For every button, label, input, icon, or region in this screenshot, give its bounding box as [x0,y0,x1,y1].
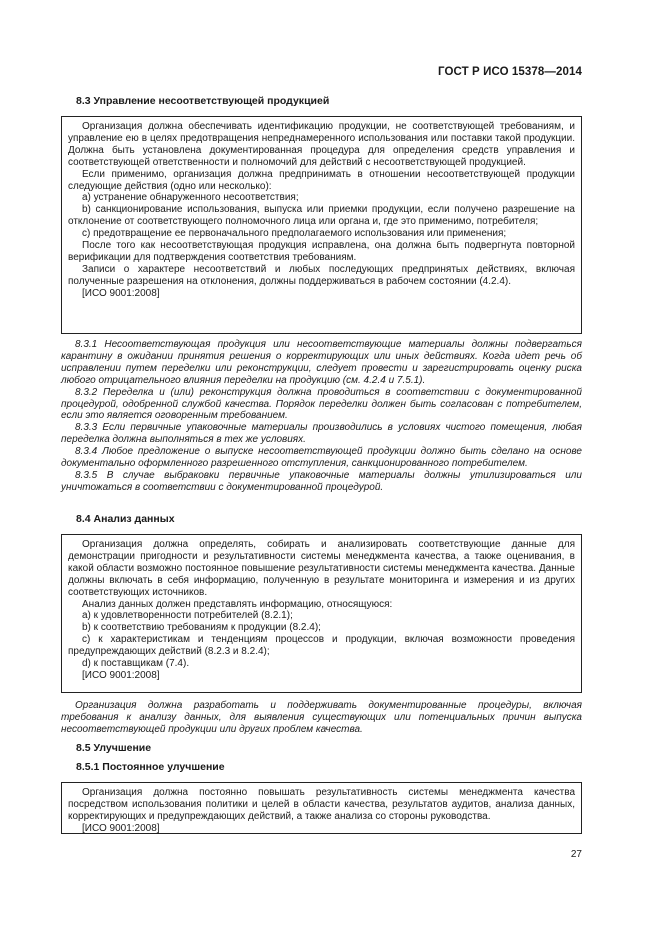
box-list-item: с) предотвращение ее первоначального предполагаемого использования или применения; [82,228,507,240]
box-paragraph: Организация должна обеспечивать идентификацию продукции, не соответствующей требованиям, и управление ею в целях предотвращения непреднамеренного использования или поставки такой продукции. Должна быть установлена документированная процедура для определения средств управления и соответствующей ответственности и полномочий для действий с несоответствующей продукцией. [68,121,575,168]
box-list-item: а) к удовлетворенности потребителей (8.2.1); [82,610,293,622]
box-reference: [ИСО 9001:2008] [82,669,160,681]
note-8-3-3: 8.3.3 Если первичные упаковочные материалы производились в условиях чистого помещения, любая переделка должна выполняться в тех же условиях. [61,422,582,446]
section-title-8-3: 8.3 Управление несоответствующей продукцией [76,95,330,107]
note-8-4 [61,700,582,736]
document-header: ГОСТ Р ИСО 15378—2014 [437,66,582,78]
section-title-8-4: 8.4 Анализ данных [76,513,175,525]
box-paragraph: Организация должна определять, собирать и анализировать соответствующие данные для демонстрации пригодности и результативности системы менеджмента качества, а также оценивания, в какой области возможно постоянное повышение результативности системы менеджмента качества. Данные должны включать в себя информацию, полученную в результате мониторинга и измерения и из других соответствующих источников. [68,539,575,598]
box-paragraph: Организация должна постоянно повышать результативность системы менеджмента качества посредством использования политики и целей в области качества, результатов аудитов, анализа данных, корректирующих и предупреждающих действий, а также анализа со стороны руководства. [68,787,575,822]
note-8-3-1: 8.3.1 Несоответствующая продукция или несоответствующие материалы должны подвергаться карантину в ожидании принятия решения о корректирующих или иных действиях. Когда идет речь об исправлении путем переделки или реконструкции, следует провести и зарегистрировать оценку риска любого отрицательного влияния переделки на продукцию (см. 4.2.4 и 7.5.1). [61,339,582,386]
box-reference: [ИСО 9001:2008] [82,287,160,299]
box-list-item: d) к поставщикам (7.4). [82,658,190,670]
box-paragraph: После того как несоответствующая продукция исправлена, она должна быть подвергнута повторной верификации для подтверждения соответствия требованиям. [68,240,575,263]
note-8-3-4: 8.3.4 Любое предложение о выпуске несоответствующей продукции должно быть сделано на основе документально оформленного разрешенного отступления, санкционированного потребителем. [61,446,582,470]
page-number: 27 [570,849,582,860]
box-reference: [ИСО 9001:2008] [82,822,160,834]
box-paragraph: Если применимо, организация должна предпринимать в отношении несоответствующей продукции следующие действия (одно или несколько): [68,168,575,192]
note-8-3-2: 8.3.2 Переделка и (или) реконструкция должна проводиться в соответствии с документированной процедурой, одобренной службой качества. Порядок переделки должен быть согласован с потребителем, если это является оговоренным требованием. [61,386,582,422]
box-paragraph: Записи о характере несоответствий и любых последующих предпринятых действиях, включая полученные разрешения на отклонения, должны поддерживаться в рабочем состоянии (4.2.4). [68,263,575,287]
section-title-8-5: 8.5 Улучшение [76,742,152,754]
box-list-item: b) к соответствию требованиям к продукции (8.2.4); [82,622,321,634]
box-list-item: а) устранение обнаруженного несоответствия; [82,192,299,204]
box-list-item: b) санкционирование использования, выпуска или приемки продукции, если получено разрешение на отклонение от соответствующего полномочного лица или органа и, где это применимо, потребителя; [68,204,575,228]
box-paragraph: Анализ данных должен представлять информацию, относящуюся: [82,598,393,610]
notes-8-3 [61,339,582,494]
quote-box-8-3 [61,116,582,334]
note-8-3-5: 8.3.5 В случае выбраковки первичные упаковочные материалы должны утилизироваться или уничтожаться в соответствии с документированной процедурой. [61,469,582,493]
note-paragraph: Организация должна разработать и поддерживать документированные процедуры, включая требования к анализу данных, для выявления существующих или потенциальных причин выпуска несоответствующей продукции или других проблем качества. [61,700,582,735]
quote-box-8-5-1 [61,782,582,834]
section-title-8-5-1: 8.5.1 Постоянное улучшение [76,761,225,773]
quote-box-8-4 [61,534,582,693]
box-list-item: с) к характеристикам и тенденциям процессов и продукции, включая возможности проведения предупреждающих действий (8.2.3 и 8.2.4); [68,634,575,658]
